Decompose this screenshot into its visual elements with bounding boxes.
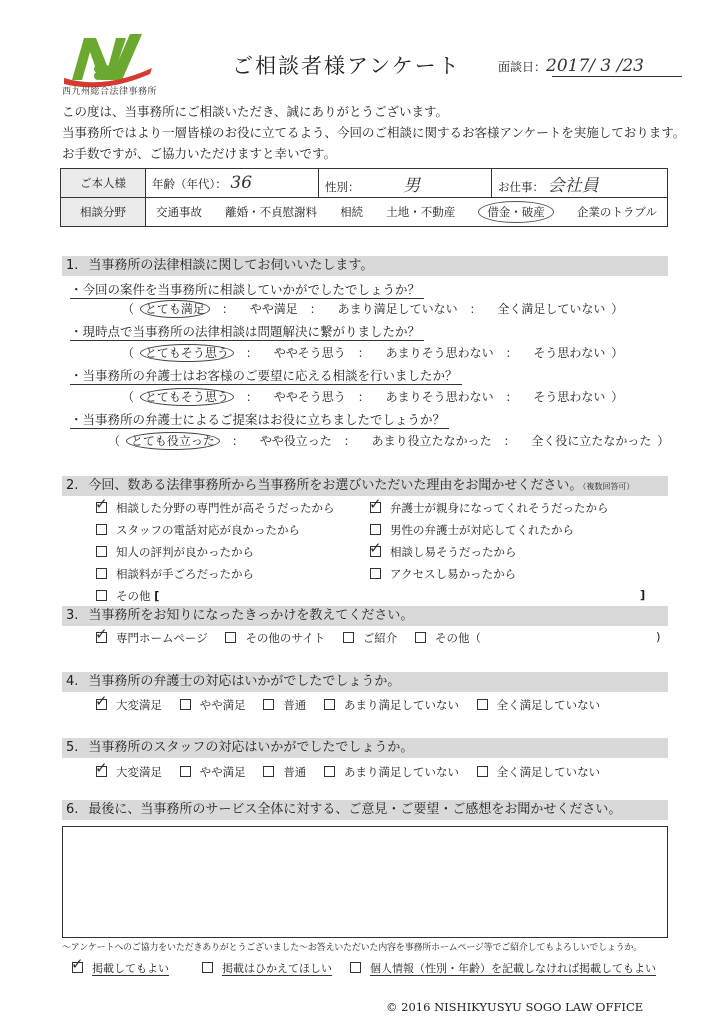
s4-option-not-at-all[interactable] [477,698,601,712]
checkbox-checked[interactable] [370,502,381,513]
separator: ： [245,390,258,404]
client-info-table [60,168,668,227]
publication-question: 〜アンケートへのご協力をいただきありがとうございました〜お答えいただいた内容を事務所ホームページ等でご紹介してもよろしいでしょうか。 [62,943,643,953]
s1q1-option-2[interactable]: やや満足 [249,302,298,316]
s1-question-4: ・当事務所の弁護士によるご提案はお役に立ちましたでしょうか？ [70,410,449,429]
paren-open: （ [122,302,135,316]
s1-answer-row-3 [122,388,623,405]
s4-option-label: 普通 [283,698,307,712]
logo-caption: 西九州総合法律事務所 [62,87,158,97]
s3-option-homepage[interactable] [96,631,208,645]
s5-option-label: やや満足 [199,765,246,779]
s5-option-label: 普通 [283,765,307,779]
job-value[interactable]: 会社員 [547,175,599,196]
s5-option-label: 全く満足していない [496,765,601,779]
checkbox[interactable] [477,699,488,710]
interview-date [498,56,644,76]
category-debt-selected[interactable]: 借金・破産 [478,201,554,223]
s4-option-label: 全く満足していない [496,698,601,712]
section-3-title: 当事務所をお知りになったきっかけを教えてください。 [88,608,414,623]
s2-item-male-lawyer[interactable] [370,522,574,538]
s2-item-label: 知人の評判が良かったから [116,545,254,559]
pub-option-label: 個人情報（性別・年齢）を記載しなければ掲載してもよい [370,962,656,975]
gender-label: 性別： [325,179,360,194]
s2-item-label: 男性の弁護士が対応してくれたから [390,523,574,537]
s3-option-label: ご紹介 [362,631,398,645]
section-4-number: 4. [66,674,79,689]
section-4-header [62,672,668,692]
client-row [61,169,668,198]
paren-close: ） [611,302,624,316]
checkbox-checked[interactable] [96,766,107,777]
category-row [61,198,668,227]
office-logo [64,28,154,88]
s2-item-other[interactable] [96,588,159,604]
category-real-estate[interactable]: 土地・不動産 [386,205,456,219]
checkbox[interactable] [180,699,191,710]
section-3-header [62,606,668,626]
bracket-open: [ [154,589,160,603]
s1q3-option-1-selected[interactable]: とてもそう思う [140,388,234,406]
checkbox-checked[interactable] [96,632,107,643]
s2-item-reputation[interactable] [96,544,254,560]
separator: ： [221,302,234,316]
section-6-title: 最後に、当事務所のサービス全体に対する、ご意見・ご要望・ご感想をお聞かせください。 [88,802,622,817]
checkbox[interactable] [415,632,426,643]
s1-question-3: ・当事務所の弁護士はお客様のご要望に応える相談を行いましたか？ [70,366,462,385]
section-1-number: 1. [66,258,79,273]
s2-item-label: スタッフの電話対応が良かったから [116,523,300,537]
s1q4-option-3[interactable]: あまり役立たなかった [371,434,492,448]
s3-option-label: その他のサイト [245,631,326,645]
paren-open: （ [108,434,121,448]
s5-option-label: あまり満足していない [343,765,459,779]
paren-close: ） [611,346,624,360]
category-label: 相談分野 [61,198,146,227]
pub-option-label: 掲載してもよい [92,962,169,975]
section-2-note: （複数回答可） [582,482,635,491]
intro-text [62,101,685,164]
checkbox[interactable] [96,524,107,535]
section-2-number: 2. [66,478,79,493]
date-value[interactable]: 2017/ 3 /23 [546,56,644,76]
copyright: © 2016 NISHIKYUSYU SOGO LAW OFFICE [386,1000,644,1014]
separator: ： [245,346,258,360]
s3-option-other[interactable] [415,631,481,645]
section-4-title: 当事務所の弁護士の対応はいかがでしたでしょうか。 [88,674,401,689]
s1q3-option-2[interactable]: ややそう思う [273,390,346,404]
s1q1-option-4[interactable]: 全く満足していない [497,302,606,316]
s1-answer-row-1 [122,300,623,317]
checkbox[interactable] [370,524,381,535]
checkbox[interactable] [343,632,354,643]
date-label: 面談日： [498,60,547,74]
checkbox[interactable] [202,962,213,973]
s3-option-label: 専門ホームページ [116,631,208,645]
separator: ： [503,434,516,448]
gender-value[interactable]: 男 [403,175,421,196]
s4-option-very-satisfied[interactable] [96,698,162,712]
s3-option-referral[interactable] [343,631,398,645]
s2-item-label: 弁護士が親身になってくれそうだったから [390,501,609,515]
s2-item-label: 相談料が手ごろだったから [116,567,254,581]
separator: ： [231,434,244,448]
section-5-title: 当事務所のスタッフの対応はいかがでしたでしょうか。 [88,740,414,755]
s1q2-option-1-selected[interactable]: とてもそう思う [140,344,234,362]
checkbox-checked[interactable] [370,546,381,557]
s3-paren-close: ) [656,630,661,644]
s2-item-phone[interactable] [96,522,300,538]
s1q2-option-4[interactable]: そう思わない [533,346,606,360]
s2-item-expertise[interactable] [96,500,335,516]
bracket-close: ] [640,588,646,602]
checkbox[interactable] [324,766,335,777]
s4-options [96,697,614,713]
pub-option-anonymous[interactable] [350,960,656,976]
checkbox[interactable] [477,766,488,777]
s2-item-caring-lawyer[interactable] [370,500,609,516]
s3-option-label: その他（ [434,631,481,645]
checkbox[interactable] [96,590,107,601]
s4-option-neutral[interactable] [263,698,306,712]
s5-option-somewhat[interactable] [180,765,246,779]
s1q4-option-4[interactable]: 全く役に立たなかった [531,434,652,448]
section-1-header [62,256,668,276]
s2-item-label: 相談し易そうだったから [390,545,517,559]
checkbox-checked[interactable] [96,699,107,710]
checkbox[interactable] [324,699,335,710]
paren-open: （ [122,390,135,404]
section-2-title: 今回、数ある法律事務所から当事務所をお選びいただいた理由をお聞かせください。 [88,478,583,493]
checkbox[interactable] [370,568,381,579]
checkbox[interactable] [225,632,236,643]
s2-item-fee[interactable] [96,566,254,582]
s1q4-option-1-selected[interactable]: とても役立った [126,432,220,450]
s1q1-option-3[interactable]: あまり満足していない [337,302,458,316]
category-inheritance[interactable]: 相続 [340,205,364,219]
s4-option-somewhat[interactable] [180,698,246,712]
separator: ： [309,302,322,316]
section-3-number: 3. [66,608,79,623]
paren-close: ） [611,390,624,404]
section-1-title: 当事務所の法律相談に関してお伺いいたします。 [88,258,374,273]
s5-option-not-very[interactable] [324,765,459,779]
s1-answer-row-2 [122,344,623,361]
section-5-header [62,738,668,758]
category-traffic[interactable]: 交通事故 [156,205,202,219]
job-cell[interactable] [492,169,668,198]
checkbox-checked[interactable] [96,502,107,513]
separator: ： [505,390,518,404]
gender-cell[interactable] [319,169,492,198]
s5-option-not-at-all[interactable] [477,765,601,779]
checkbox[interactable] [263,766,274,777]
age-value[interactable]: 36 [230,173,253,193]
paren-close: ） [657,434,670,448]
s5-option-very-satisfied[interactable] [96,765,162,779]
section-6-number: 6. [66,802,79,817]
s3-options [96,630,495,646]
s2-item-label: その他 [116,589,151,603]
s1q4-option-2[interactable]: やや役立った [259,434,332,448]
s2-item-label: アクセスし易かったから [390,567,517,581]
checkbox-checked[interactable] [72,962,83,973]
s1q2-option-3[interactable]: あまりそう思わない [385,346,494,360]
s5-option-label: 大変満足 [116,765,162,779]
checkbox[interactable] [180,766,191,777]
page-title: ご相談者様アンケート [232,54,461,78]
s4-option-not-very[interactable] [324,698,459,712]
separator: ： [469,302,482,316]
intro-line-2: 当事務所ではより一層皆様のお役に立てるよう、今回のご相談に関するお客様アンケートを実施しております。 [62,125,686,140]
paren-open: （ [122,346,135,360]
s2-item-label: 相談した分野の専門性が高そうだったから [116,501,335,515]
intro-line-1: この度は、当事務所にご相談いただき、誠にありがとうございます。 [62,104,449,119]
checkbox[interactable] [263,699,274,710]
checkbox[interactable] [96,546,107,557]
category-cell [146,198,668,227]
s1-question-1: ・今回の案件を当事務所に相談していかがでしたでしょうか？ [70,280,424,299]
separator: ： [357,346,370,360]
s4-option-label: あまり満足していない [343,698,459,712]
s3-option-other-site[interactable] [225,631,325,645]
s5-options [96,764,614,780]
client-label: ご本人様 [61,169,146,198]
section-6-header [62,800,668,820]
intro-line-3: お手数ですが、ご協力いただけますと幸いです。 [62,146,337,161]
s5-option-neutral[interactable] [263,765,306,779]
s4-option-label: やや満足 [199,698,246,712]
separator: ： [505,346,518,360]
checkbox[interactable] [96,568,107,579]
separator: ： [357,390,370,404]
job-label: お仕事： [498,179,544,194]
category-options [152,201,661,223]
category-divorce[interactable]: 離婚・不貞慰謝料 [225,205,318,219]
s2-item-access[interactable] [370,566,516,582]
s1q1-option-1-selected[interactable]: とても満足 [140,300,210,318]
separator: ： [343,434,356,448]
age-cell[interactable] [146,169,319,198]
s1q3-option-3[interactable]: あまりそう思わない [385,390,494,404]
checkbox[interactable] [350,962,361,973]
comment-box[interactable] [62,826,668,938]
pub-option-allow[interactable] [72,960,169,976]
s1q3-option-4[interactable]: そう思わない [533,390,606,404]
section-2-header [62,476,668,496]
pub-option-decline[interactable] [202,960,332,976]
age-label: 年齢（年代）： [152,177,227,191]
s1-question-2: ・現時点で当事務所の法律相談は問題解決に繋がりましたか？ [70,322,424,341]
section-5-number: 5. [66,740,79,755]
s4-option-label: 大変満足 [116,698,162,712]
s1q2-option-2[interactable]: ややそう思う [273,346,346,360]
pub-option-label: 掲載はひかえてほしい [222,962,332,975]
s2-item-easy-consult[interactable] [370,544,517,560]
date-underline [552,76,682,77]
category-business[interactable]: 企業のトラブル [576,205,657,219]
s1-answer-row-4 [108,432,669,449]
